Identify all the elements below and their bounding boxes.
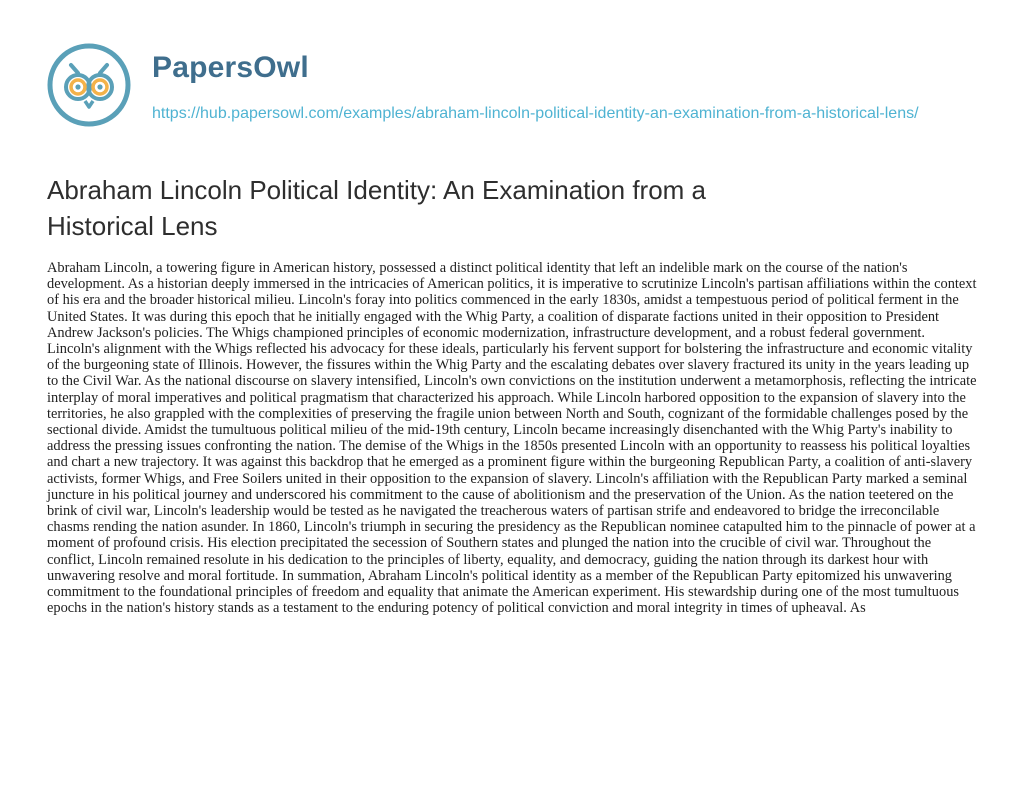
document-body: Abraham Lincoln, a towering figure in American history, possessed a distinct political identity that left an indelible mark on the course of the nation's development. As a historian deeply immersed in the intricacies of American politics, it is imperative to scrutinize Lincoln's partisan affiliations within the context of his era and the broader historical milieu. Lincoln's foray into politics commenced in the early 1830s, amidst a tempestuous period of political ferment in the United States. It was during this epoch that he initially engaged with the Whig Party, a coalition of disparate factions united in their opposition to President Andrew Jackson's policies. The Whigs championed principles of economic modernization, infrastructure development, and a robust federal government. Lincoln's alignment with the Whigs reflected his advocacy for these ideals, particularly his fervent support for bolstering the infrastructure and economic vitality of the burgeoning state of Illinois. However, the fissures within the Whig Party and the escalating debates over slavery fractured its unity in the years leading up to the Civil War. As the national discourse on slavery intensified, Lincoln's own convictions on the institution underwent a metamorphosis, reflecting the intricate interplay of moral imperatives and political pragmatism that characterized his approach. While Lincoln harbored opposition to the expansion of slavery into the territories, he also grappled with the complexities of preserving the fragile union between North and South, cognizant of the formidable challenges posed by the sectional divide. Amidst the tumultuous political milieu of the mid-19th century, Lincoln became increasingly disenchanted with the Whig Party's inability to address the pressing issues confronting the nation. The demise of the Whigs in the 1850s presented Lincoln with an opportunity to reassess his political loyalties and chart a new trajectory. It was against this backdrop that he emerged as a prominent figure within the burgeoning Republican Party, a coalition of anti-slavery activists, former Whigs, and Free Soilers united in their opposition to the expansion of slavery. Lincoln's affiliation with the Republican Party marked a seminal juncture in his political journey and underscored his commitment to the cause of abolitionism and the preservation of the Union. As the nation teetered on the brink of civil war, Lincoln's leadership would be tested as he navigated the treacherous waters of partisan strife and endeavored to bridge the irreconcilable chasms rending the nation asunder. In 1860, Lincoln's triumph in securing the presidency as the Republican nominee catapulted him to the pinnacle of power at a moment of profound crisis. His election precipitated the secession of Southern states and plunged the nation into the crucible of civil war. Throughout the conflict, Lincoln remained resolute in his dedication to the principles of liberty, equality, and democracy, guiding the nation through its darkest hour with unwavering resolve and moral fortitude. In summation, Abraham Lincoln's political identity as a member of the Republican Party epitomized his unwavering commitment to the foundational principles of freedom and equality that animate the American experiment. His stewardship during one of the most tumultuous epochs in the nation's history stands as a testament to the enduring potency of political conviction and moral integrity in times of upheaval. As <box>47 260 977 617</box>
source-url-link[interactable]: https://hub.papersowl.com/examples/abraham-lincoln-political-identity-an-examination-from-a-historical-lens/ <box>152 105 919 122</box>
site-header <box>47 36 987 156</box>
brand-name[interactable]: PapersOwl <box>152 51 309 84</box>
owl-icon[interactable] <box>47 43 131 127</box>
document-title: Abraham Lincoln Political Identity: An Examination from a Historical Lens <box>47 175 707 241</box>
